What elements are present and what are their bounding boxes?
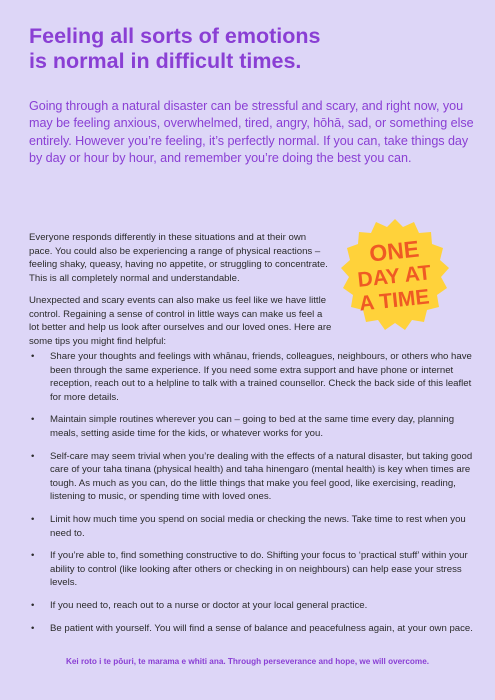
tip-item: • Maintain simple routines wherever you can – going to bed at the same time every day, planning meals, setting aside time for the kids, or whatever works for you. (29, 413, 474, 440)
intro-paragraph: Going through a natural disaster can be stressful and scary, and right now, you may be feeling anxious, overwhelmed, tired, angry, hōhā, sad, or something else entirely. However you’re feeling, it’s perfectly normal. If you can, take things day by day or hour by hour, and remember you’re doing the best you can. (29, 99, 474, 165)
tip-item: • If you’re able to, find something constructive to do. Shifting your focus to ‘practical stuff’ within your ability to control (like looking after others or checking in on neighbours) can help ease your stress levels. (29, 549, 474, 590)
body-paragraph-1: Everyone responds differently in these situations and at their own pace. You could also be experiencing a range of physical reactions – feeling shaky, queasy, having no appetite, or struggling to concentrate. This is all completely normal and understandable. (29, 232, 328, 285)
badge-text-line-2: DAY AT (356, 261, 433, 292)
tips-list (29, 350, 474, 644)
tip-item: • Self-care may seem trivial when you’re dealing with the effects of a natural disaster, but taking good care of your taha tinana (physical health) and taha hinengaro (mental health) is key when times are tough. As much as you can, do the little things that make you feel good, like exercising, reading, listening to music, or spending time with loved ones. (29, 450, 474, 504)
tip-item: • Limit how much time you spend on social media or checking the news. Take time to rest when you need to. (29, 513, 474, 540)
badge-text-line-1: ONE (368, 235, 421, 267)
tip-item: • Be patient with yourself. You will find a sense of balance and peacefulness again, at your own pace. (29, 622, 474, 636)
title-line-2: is normal in difficult times. (29, 49, 302, 73)
body-paragraph-2: Unexpected and scary events can also make us feel like we have little control. Regaining a sense of control in little ways can make us feel a lot better and help us look after ourselves and our loved ones. Here are some tips you might find helpful: (29, 295, 332, 348)
tip-item: • Share your thoughts and feelings with whānau, friends, colleagues, neighbours, or others who have been through the same experience. If you need some extra support and have phone or internet reception, reach out to a helpline to talk with a trained counsellor. Check the back side of this leaflet for more details. (29, 350, 474, 404)
tip-item: • If you need to, reach out to a nurse or doctor at your local general practice. (29, 599, 474, 613)
badge-text-line-3: A TIME (358, 285, 431, 316)
one-day-at-a-time-badge (335, 215, 455, 335)
page-title (29, 24, 469, 74)
title-line-1: Feeling all sorts of emotions (29, 24, 321, 48)
footer-proverb: Kei roto i te pōuri, te marama e whiti ana. Through perseverance and hope, we will overcome. (65, 657, 430, 666)
